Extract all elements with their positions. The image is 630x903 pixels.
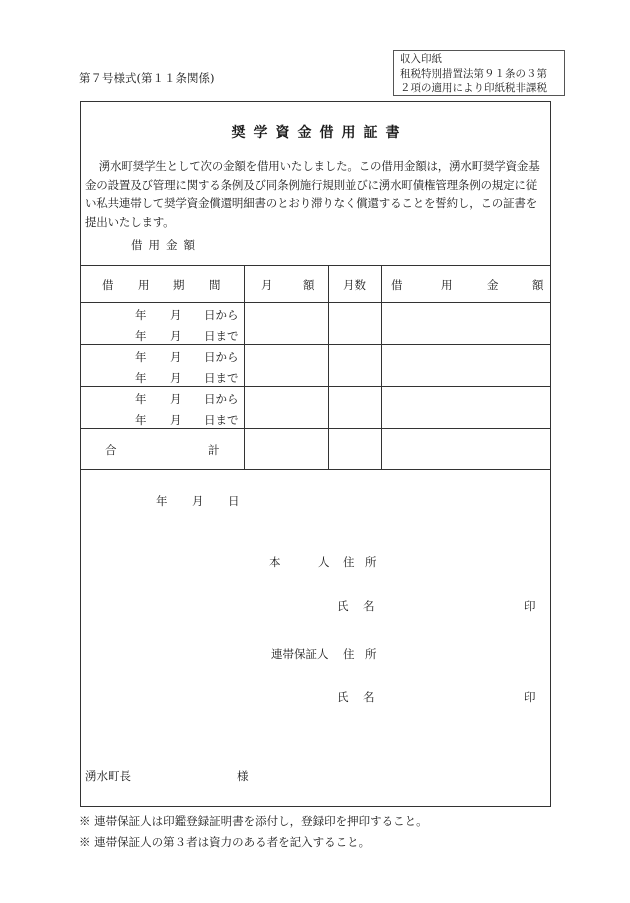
total-label-2: 計 (208, 443, 220, 457)
stamp-line-2: 租税特別措置法第９１条の３第 (400, 67, 547, 80)
form-number: 第７号様式(第１１条関係) (79, 71, 215, 85)
row2-month: 月 (170, 329, 182, 343)
principal-address-1: 住 (343, 555, 355, 569)
mayor-label: 湧水町長 (85, 769, 131, 783)
header-monthly-1: 月 (261, 278, 273, 292)
note-1: ※ 連帯保証人は印鑑登録証明書を添付し，登録印を押印すること。 (79, 814, 428, 828)
principal-seal: 印 (524, 599, 536, 613)
header-loan-2: 用 (441, 278, 453, 292)
guarantor-address-2: 所 (365, 647, 377, 661)
stamp-line-3: ２項の適用により印紙税非課税 (400, 82, 547, 94)
header-period-4: 間 (209, 278, 221, 292)
row5-month: 月 (170, 392, 182, 406)
principal-label-2: 人 (318, 555, 330, 569)
principal-address-2: 所 (365, 555, 377, 569)
row1-year: 年 (135, 308, 147, 322)
principal-name-2: 名 (363, 599, 375, 613)
row3-month: 月 (170, 350, 182, 364)
revenue-stamp-box (393, 50, 565, 96)
date-year: 年 (156, 494, 168, 508)
guarantor-seal: 印 (524, 690, 536, 704)
header-loan-3: 金 (487, 278, 499, 292)
header-loan-4: 額 (532, 278, 544, 292)
row1-month: 月 (170, 308, 182, 322)
row6-month: 月 (170, 413, 182, 427)
row5-year: 年 (135, 392, 147, 406)
certificate-form (80, 101, 551, 807)
header-monthly-2: 額 (303, 278, 315, 292)
guarantor-address-1: 住 (343, 647, 355, 661)
footer-notes (79, 811, 428, 853)
header-period-2: 用 (138, 278, 150, 292)
row2-year: 年 (135, 329, 147, 343)
document-title: 奨学資金借用証書 (231, 125, 408, 141)
header-period-3: 期 (173, 278, 185, 292)
date-day: 日 (228, 494, 240, 508)
row2-day: 日まで (204, 329, 239, 343)
row1-day: 日から (204, 308, 239, 322)
guarantor-name-2: 名 (363, 690, 375, 704)
guarantor-name-1: 氏 (337, 690, 349, 704)
row3-year: 年 (135, 350, 147, 364)
header-loan-1: 借 (391, 278, 403, 292)
loan-amount-label: 借用金額 (131, 238, 201, 252)
guarantor-label: 連帯保証人 (271, 647, 329, 661)
intro-paragraph: 湧水町奨学生として次の金額を借用いたしました。この借用金額は，湧水町奨学資金基金の設置及び管理に関する条例及び同条例施行規則並びに湧水町債権管理条例の規定に従い私共連帯して奨学資金償還明細書のとおり滞りなく償還することを誓約し，この証書を提出いたします。 (85, 159, 540, 229)
header-months: 月数 (343, 278, 366, 292)
row5-day: 日から (204, 392, 239, 406)
principal-name-1: 氏 (337, 599, 349, 613)
note-2: ※ 連帯保証人の第３者は資力のある者を記入すること。 (79, 835, 371, 849)
principal-label-1: 本 (269, 555, 281, 569)
row6-year: 年 (135, 413, 147, 427)
header-period-1: 借 (102, 278, 114, 292)
total-label-1: 合 (105, 443, 117, 457)
row3-day: 日から (204, 350, 239, 364)
row4-year: 年 (135, 371, 147, 385)
row6-day: 日まで (204, 413, 239, 427)
loan-table (81, 265, 550, 470)
row4-month: 月 (170, 371, 182, 385)
date-month: 月 (192, 494, 204, 508)
row4-day: 日まで (204, 371, 239, 385)
mayor-honorific: 様 (237, 769, 249, 783)
stamp-line-1: 収入印紙 (400, 53, 442, 65)
